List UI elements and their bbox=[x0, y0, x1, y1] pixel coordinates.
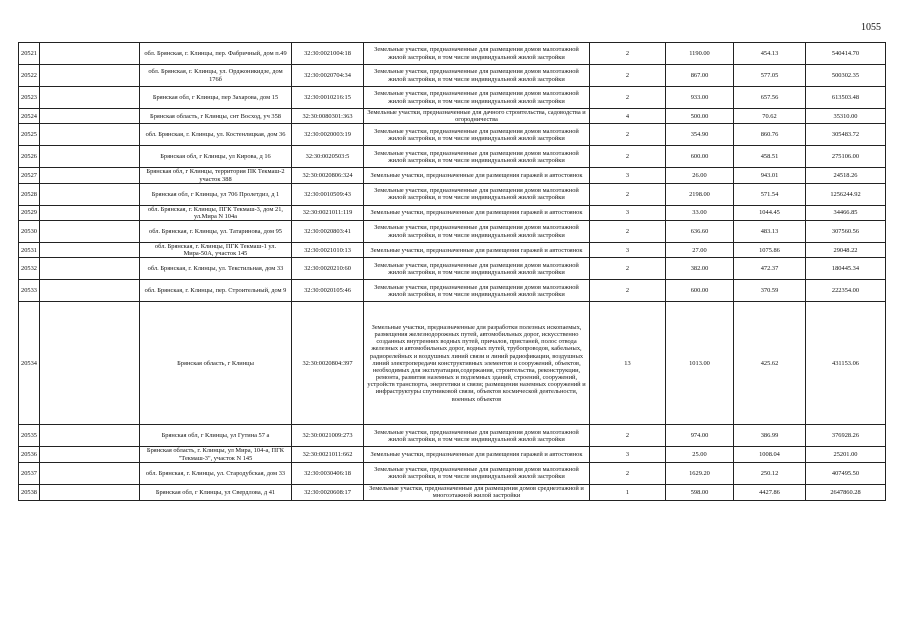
cadastral-value-cell: 35310.00 bbox=[806, 109, 886, 124]
row-number: 20534 bbox=[19, 302, 40, 425]
specific-value-cell: 943.01 bbox=[734, 168, 806, 183]
spacer-cell bbox=[40, 205, 140, 220]
group-number-cell: 2 bbox=[590, 280, 666, 302]
specific-value-cell: 1075.86 bbox=[734, 243, 806, 258]
row-number: 20535 bbox=[19, 425, 40, 447]
specific-value-cell: 386.99 bbox=[734, 425, 806, 447]
table-row bbox=[19, 280, 886, 302]
land-use-cell: Земельные участки, предназначенные для размещения гаражей и автостоянок bbox=[364, 243, 590, 258]
group-number-cell: 3 bbox=[590, 205, 666, 220]
row-number: 20529 bbox=[19, 205, 40, 220]
table-body bbox=[19, 43, 886, 501]
address-cell: Брянская область, г Клинцы bbox=[140, 302, 292, 425]
address-cell: Брянская обл, г Клинцы, территория ПК Текмаш-2 участок 388 bbox=[140, 168, 292, 183]
spacer-cell bbox=[40, 280, 140, 302]
spacer-cell bbox=[40, 302, 140, 425]
area-cell: 598.00 bbox=[666, 484, 734, 500]
area-cell: 500.00 bbox=[666, 109, 734, 124]
table-row bbox=[19, 221, 886, 243]
table-row bbox=[19, 258, 886, 280]
spacer-cell bbox=[40, 65, 140, 87]
cadastral-value-cell: 34466.85 bbox=[806, 205, 886, 220]
address-cell: обл. Брянская, г. Клинцы, ул. Костенлицкая, дом 36 bbox=[140, 124, 292, 146]
group-number-cell: 3 bbox=[590, 243, 666, 258]
row-number: 20524 bbox=[19, 109, 40, 124]
group-number-cell: 2 bbox=[590, 183, 666, 205]
address-cell: обл. Брянская, г. Клинцы, пер. Строительный, дом 9 bbox=[140, 280, 292, 302]
row-number: 20537 bbox=[19, 462, 40, 484]
land-use-cell: Земельные участки, предназначенные для размещения домов малоэтажной жилой застройки, в том числе индивидуальной жилой застройки bbox=[364, 183, 590, 205]
address-cell: Брянская обл, г Клинцы, ул Кирова, д 16 bbox=[140, 146, 292, 168]
area-cell: 600.00 bbox=[666, 146, 734, 168]
row-number: 20522 bbox=[19, 65, 40, 87]
group-number-cell: 2 bbox=[590, 258, 666, 280]
cadastral-number-cell: 32:30:0010216:15 bbox=[292, 87, 364, 109]
group-number-cell: 1 bbox=[590, 484, 666, 500]
cadastral-value-cell: 25201.00 bbox=[806, 447, 886, 462]
area-cell: 354.90 bbox=[666, 124, 734, 146]
group-number-cell: 2 bbox=[590, 124, 666, 146]
table-row bbox=[19, 168, 886, 183]
specific-value-cell: 472.37 bbox=[734, 258, 806, 280]
address-cell: Брянская обл, г Клинцы, ул 706 Пролетдиз, д 1 bbox=[140, 183, 292, 205]
specific-value-cell: 370.59 bbox=[734, 280, 806, 302]
table-row bbox=[19, 124, 886, 146]
cadastral-value-cell: 613503.48 bbox=[806, 87, 886, 109]
table-row bbox=[19, 109, 886, 124]
address-cell: обл. Брянская, г. Клинцы, ПГК Текмаш-1 ул. Мира-50А, участок 145 bbox=[140, 243, 292, 258]
address-cell: обл. Брянская, г. Клинцы, ПГК Текмаш-3, дом 21, ул.Мира N 104а bbox=[140, 205, 292, 220]
table-row bbox=[19, 302, 886, 425]
group-number-cell: 2 bbox=[590, 87, 666, 109]
group-number-cell: 13 bbox=[590, 302, 666, 425]
specific-value-cell: 577.05 bbox=[734, 65, 806, 87]
spacer-cell bbox=[40, 462, 140, 484]
cadastral-number-cell: 32:30:0080301:363 bbox=[292, 109, 364, 124]
specific-value-cell: 1008.04 bbox=[734, 447, 806, 462]
specific-value-cell: 458.51 bbox=[734, 146, 806, 168]
row-number: 20536 bbox=[19, 447, 40, 462]
cadastral-number-cell: 32:30:0020803:41 bbox=[292, 221, 364, 243]
spacer-cell bbox=[40, 425, 140, 447]
table-row bbox=[19, 425, 886, 447]
address-cell: обл. Брянская, г. Клинцы, пер. Фабричный, дом п.49 bbox=[140, 43, 292, 65]
land-use-cell: Земельные участки, предназначенные для размещения домов малоэтажной жилой застройки, в том числе индивидуальной жилой застройки bbox=[364, 87, 590, 109]
row-number: 20526 bbox=[19, 146, 40, 168]
spacer-cell bbox=[40, 87, 140, 109]
spacer-cell bbox=[40, 43, 140, 65]
specific-value-cell: 483.13 bbox=[734, 221, 806, 243]
address-cell: обл. Брянская, г. Клинцы, ул. Текстильная, дом 33 bbox=[140, 258, 292, 280]
specific-value-cell: 657.56 bbox=[734, 87, 806, 109]
specific-value-cell: 425.62 bbox=[734, 302, 806, 425]
group-number-cell: 4 bbox=[590, 109, 666, 124]
land-use-cell: Земельные участки, предназначенные для размещения домов малоэтажной жилой застройки, в том числе индивидуальной жилой застройки bbox=[364, 221, 590, 243]
group-number-cell: 2 bbox=[590, 221, 666, 243]
area-cell: 1013.00 bbox=[666, 302, 734, 425]
table-row bbox=[19, 205, 886, 220]
row-number: 20531 bbox=[19, 243, 40, 258]
spacer-cell bbox=[40, 221, 140, 243]
cadastral-number-cell: 32:30:0030406:18 bbox=[292, 462, 364, 484]
land-use-cell: Земельные участки, предназначенные для размещения гаражей и автостоянок bbox=[364, 168, 590, 183]
area-cell: 26.00 bbox=[666, 168, 734, 183]
land-use-cell: Земельные участки, предназначенные для размещения гаражей и автостоянок bbox=[364, 447, 590, 462]
cadastral-value-cell: 540414.70 bbox=[806, 43, 886, 65]
cadastral-value-cell: 500302.35 bbox=[806, 65, 886, 87]
cadastral-value-cell: 431153.06 bbox=[806, 302, 886, 425]
row-number: 20538 bbox=[19, 484, 40, 500]
table-row bbox=[19, 484, 886, 500]
row-number: 20523 bbox=[19, 87, 40, 109]
address-cell: Брянская обл, г Клинцы, ул Свердлова, д 41 bbox=[140, 484, 292, 500]
group-number-cell: 3 bbox=[590, 447, 666, 462]
cadastral-number-cell: 32:30:0021011:662 bbox=[292, 447, 364, 462]
row-number: 20530 bbox=[19, 221, 40, 243]
area-cell: 1190.00 bbox=[666, 43, 734, 65]
land-use-cell: Земельные участки, предназначенные для размещения домов малоэтажной жилой застройки, в том числе индивидуальной жилой застройки bbox=[364, 124, 590, 146]
cadastral-value-cell: 305483.72 bbox=[806, 124, 886, 146]
area-cell: 2198.00 bbox=[666, 183, 734, 205]
specific-value-cell: 4427.86 bbox=[734, 484, 806, 500]
cadastral-value-cell: 29048.22 bbox=[806, 243, 886, 258]
spacer-cell bbox=[40, 183, 140, 205]
land-use-cell: Земельные участки, предназначенные для размещения домов малоэтажной жилой застройки, в том числе индивидуальной жилой застройки bbox=[364, 425, 590, 447]
spacer-cell bbox=[40, 243, 140, 258]
land-use-cell: Земельные участки, предназначенные для размещения домов малоэтажной жилой застройки, в том числе индивидуальной жилой застройки bbox=[364, 146, 590, 168]
row-number: 20532 bbox=[19, 258, 40, 280]
address-cell: Брянская область, г. Клинцы, ул Мира, 104-а, ПГК "Текмаш-3", участок N 145 bbox=[140, 447, 292, 462]
address-cell: обл. Брянская, г. Клинцы, ул. Татаринова, дом 95 bbox=[140, 221, 292, 243]
cadastral-number-cell: 32:30:0021010:13 bbox=[292, 243, 364, 258]
specific-value-cell: 70.62 bbox=[734, 109, 806, 124]
page-number: 1055 bbox=[861, 22, 881, 33]
cadastral-value-cell: 1256244.92 bbox=[806, 183, 886, 205]
cadastral-number-cell: 32:30:0021011:119 bbox=[292, 205, 364, 220]
spacer-cell bbox=[40, 109, 140, 124]
cadastral-number-cell: 32:30:0020608:17 bbox=[292, 484, 364, 500]
address-cell: Брянская обл, г Клинцы, пер Захарова, дом 15 bbox=[140, 87, 292, 109]
land-use-cell: Земельные участки, предназначенные для размещения домов малоэтажной жилой застройки, в том числе индивидуальной жилой застройки bbox=[364, 65, 590, 87]
table-row bbox=[19, 183, 886, 205]
cadastral-number-cell: 32:30:0020804:397 bbox=[292, 302, 364, 425]
address-cell: Брянская обл, г Клинцы, ул Гутина 57 а bbox=[140, 425, 292, 447]
land-use-cell: Земельные участки, предназначенные для размещения домов малоэтажной жилой застройки, в том числе индивидуальной жилой застройки bbox=[364, 43, 590, 65]
cadastral-number-cell: 32:30:0020704:34 bbox=[292, 65, 364, 87]
spacer-cell bbox=[40, 484, 140, 500]
cadastral-number-cell: 32:30:0020105:46 bbox=[292, 280, 364, 302]
cadastral-number-cell: 32:30:0021004:18 bbox=[292, 43, 364, 65]
land-use-cell: Земельные участки, предназначенные для дачного строительства, садоводства и огородничества bbox=[364, 109, 590, 124]
area-cell: 600.00 bbox=[666, 280, 734, 302]
cadastral-value-cell: 407495.50 bbox=[806, 462, 886, 484]
land-use-cell: Земельные участки, предназначенные для размещения домов малоэтажной жилой застройки, в том числе индивидуальной жилой застройки bbox=[364, 280, 590, 302]
group-number-cell: 2 bbox=[590, 43, 666, 65]
specific-value-cell: 250.12 bbox=[734, 462, 806, 484]
area-cell: 382.00 bbox=[666, 258, 734, 280]
table-row bbox=[19, 243, 886, 258]
table-row bbox=[19, 462, 886, 484]
spacer-cell bbox=[40, 146, 140, 168]
group-number-cell: 3 bbox=[590, 168, 666, 183]
area-cell: 974.00 bbox=[666, 425, 734, 447]
specific-value-cell: 571.54 bbox=[734, 183, 806, 205]
specific-value-cell: 454.13 bbox=[734, 43, 806, 65]
group-number-cell: 2 bbox=[590, 425, 666, 447]
area-cell: 1629.20 bbox=[666, 462, 734, 484]
area-cell: 25.00 bbox=[666, 447, 734, 462]
specific-value-cell: 860.76 bbox=[734, 124, 806, 146]
area-cell: 33.00 bbox=[666, 205, 734, 220]
spacer-cell bbox=[40, 447, 140, 462]
land-use-cell: Земельные участки, предназначенные для разработки полезных ископаемых, размещения железнодорожных путей, автомобильных дорог, искусственно созданных внутренних водных путей, причалов, пристаней, полос отвода железных и автомобильных дорог, водных путей, трубопроводов, кабельных, радиорелейных и воздушных линий связи и линий радиофикации, воздушных линий электропередачи конструктивных элементов и сооружений, объектов, необходимых для эксплуатации,содержания, строительства, реконструкции, ремонта, развития наземных и подземных зданий, строений, сооружений, устройств транспорта, энергетики и связи; размещения наземных сооружений и инфраструктуры спутниковой связи, объектов космической деятельности, военных объектов bbox=[364, 302, 590, 425]
row-number: 20521 bbox=[19, 43, 40, 65]
address-cell: Брянская область, г Клинцы, снт Восход, уч 358 bbox=[140, 109, 292, 124]
group-number-cell: 2 bbox=[590, 462, 666, 484]
land-use-cell: Земельные участки, предназначенные для размещения гаражей и автостоянок bbox=[364, 205, 590, 220]
cadastral-value-cell: 2647860.28 bbox=[806, 484, 886, 500]
specific-value-cell: 1044.45 bbox=[734, 205, 806, 220]
group-number-cell: 2 bbox=[590, 146, 666, 168]
table-row bbox=[19, 65, 886, 87]
cadastral-value-cell: 376928.26 bbox=[806, 425, 886, 447]
cadastral-value-cell: 24518.26 bbox=[806, 168, 886, 183]
cadastral-number-cell: 32:30:0010509:43 bbox=[292, 183, 364, 205]
table-row bbox=[19, 146, 886, 168]
cadastral-value-cell: 275106.00 bbox=[806, 146, 886, 168]
row-number: 20533 bbox=[19, 280, 40, 302]
cadastral-value-cell: 180445.34 bbox=[806, 258, 886, 280]
table-row bbox=[19, 87, 886, 109]
cadastral-value-cell: 222354.00 bbox=[806, 280, 886, 302]
row-number: 20528 bbox=[19, 183, 40, 205]
row-number: 20525 bbox=[19, 124, 40, 146]
table-row bbox=[19, 43, 886, 65]
spacer-cell bbox=[40, 258, 140, 280]
area-cell: 933.00 bbox=[666, 87, 734, 109]
cadastral-number-cell: 32:30:0020806:324 bbox=[292, 168, 364, 183]
cadastral-number-cell: 32:30:0021009:273 bbox=[292, 425, 364, 447]
cadastral-number-cell: 32:30:0020503:5 bbox=[292, 146, 364, 168]
area-cell: 867.00 bbox=[666, 65, 734, 87]
spacer-cell bbox=[40, 168, 140, 183]
land-use-cell: Земельные участки, предназначенные для размещения домов малоэтажной жилой застройки, в том числе индивидуальной жилой застройки bbox=[364, 462, 590, 484]
area-cell: 636.60 bbox=[666, 221, 734, 243]
land-use-cell: Земельные участки, предназначенные для размещения домов малоэтажной жилой застройки, в том числе индивидуальной жилой застройки bbox=[364, 258, 590, 280]
cadastral-number-cell: 32:30:0020210:60 bbox=[292, 258, 364, 280]
row-number: 20527 bbox=[19, 168, 40, 183]
land-use-cell: Земельные участки, предназначенные для размещения домов среднеэтажной и многоэтажной жилой застройки bbox=[364, 484, 590, 500]
group-number-cell: 2 bbox=[590, 65, 666, 87]
address-cell: обл. Брянская, г. Клинцы, ул. Стародубская, дом 33 bbox=[140, 462, 292, 484]
cadastral-value-cell: 307560.56 bbox=[806, 221, 886, 243]
address-cell: обл. Брянская, г. Клинцы, ул. Орджоникидзе, дом 176б bbox=[140, 65, 292, 87]
spacer-cell bbox=[40, 124, 140, 146]
table-row bbox=[19, 447, 886, 462]
cadastral-value-table bbox=[18, 42, 886, 501]
area-cell: 27.00 bbox=[666, 243, 734, 258]
cadastral-number-cell: 32:30:0020003:19 bbox=[292, 124, 364, 146]
